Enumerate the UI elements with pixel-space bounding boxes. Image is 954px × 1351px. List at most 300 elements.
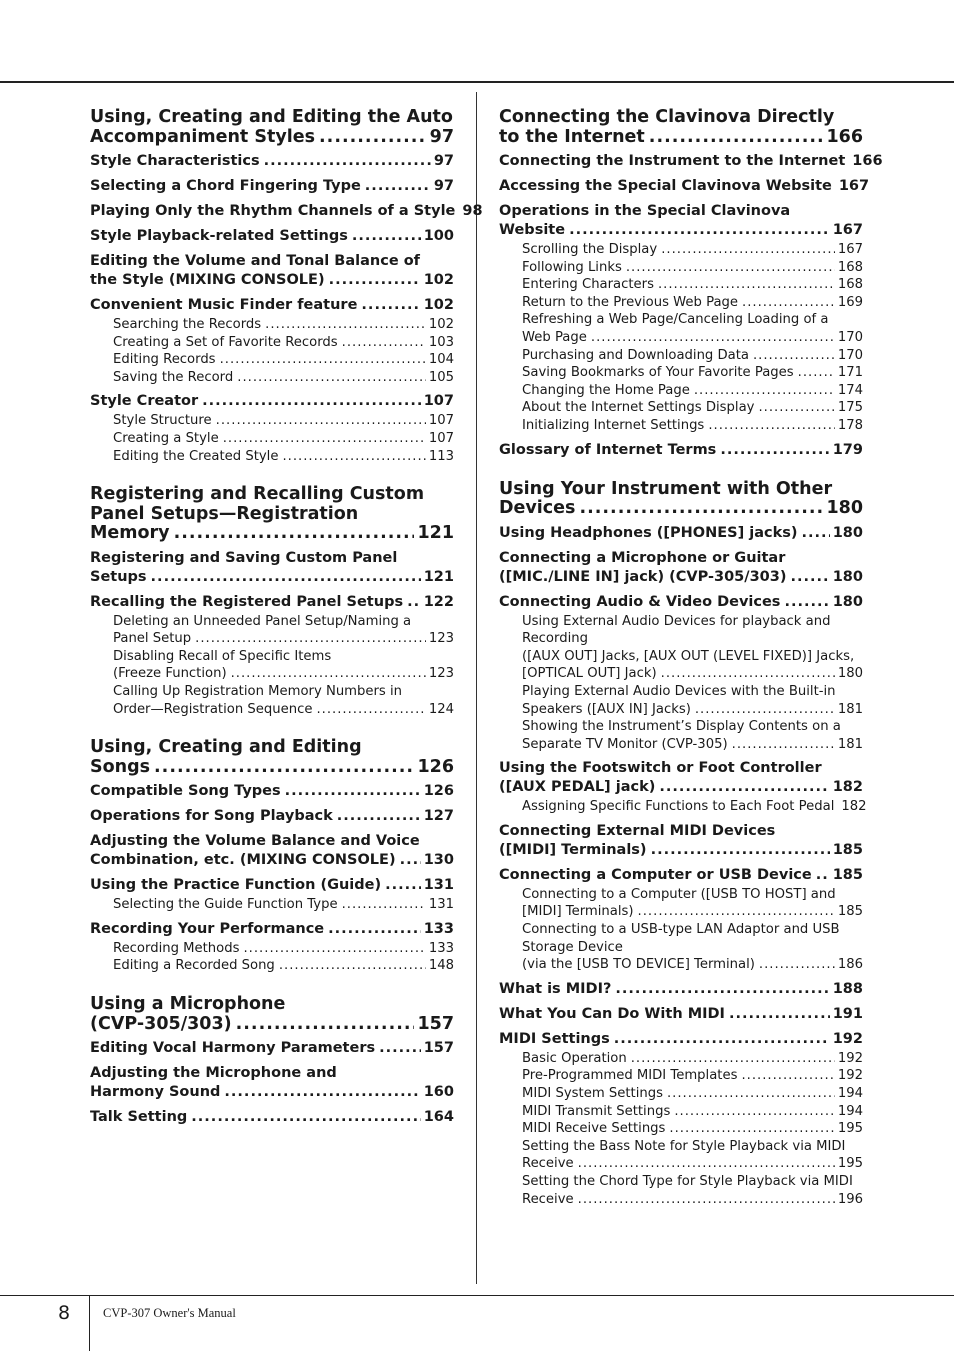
subsection-entry-text: Refreshing a Web Page/Canceling Loading of a [522,312,829,328]
subsection-entry-text: Calling Up Registration Memory Numbers in [113,684,403,700]
dot-leader [798,364,835,382]
section-entry-title: ([AUX PEDAL] jack) [499,779,656,796]
subsection-entry-text: Showing the Instrument’s Display Contents on a [522,719,841,735]
section-entry[interactable] [90,876,454,895]
subsection-entry-page: 175 [837,400,863,416]
dot-leader [265,316,426,334]
subsection-entry-page: 194 [837,1086,863,1102]
subsection-entry-page: 107 [428,430,454,446]
subsection-entry-page: 185 [837,904,863,920]
subsection-entry-title: MIDI Receive Settings [522,1121,666,1137]
section-entry[interactable] [90,152,454,171]
section-entry[interactable] [90,807,454,826]
section-entry-text: Registering and Saving Custom Panel [90,549,398,566]
dot-leader [578,1191,835,1209]
chapter-entry-text: Panel Setups—Registration [90,503,359,524]
subsection-entry[interactable] [113,448,454,466]
dot-leader [615,980,829,999]
section-entry-title: Website [499,222,566,238]
footer-divider [89,1296,90,1351]
section-entry-text: Using the Footswitch or Foot Controller [499,760,822,777]
dot-leader [658,276,835,294]
column-divider [476,92,477,1284]
section-entry[interactable] [499,524,863,543]
subsection-entry[interactable] [522,1067,863,1085]
section-entry-title: Selecting a Chord Fingering Type [90,178,361,194]
subsection-entry-page: 104 [428,352,454,368]
subsection-entry-title: Order—Registration Sequence [113,701,313,717]
subsection-entry-title: Creating a Style [113,430,219,446]
section-entry[interactable] [499,822,863,860]
dot-leader [316,701,425,719]
section-entry-page: 191 [832,1005,863,1022]
chapter-entry[interactable] [90,485,454,544]
section-entry[interactable] [499,866,863,885]
subsection-entry-text: Disabling Recall of Specific Items [113,648,332,664]
subsection-entry[interactable] [522,259,863,277]
section-entry-title: What You Can Do With MIDI [499,1005,725,1022]
subsection-entry[interactable] [113,613,454,648]
subsection-entry[interactable] [522,364,863,382]
dot-leader [659,778,829,797]
section-entry-title: Editing Vocal Harmony Parameters [90,1040,376,1056]
section-entry-title: Convenient Music Finder feature [90,297,358,313]
toc-right-column [499,107,883,1208]
section-entry-title: Style Characteristics [90,153,260,169]
section-entry-title: Talk Setting [90,1109,188,1125]
section-entry-title: Playing Only the Rhythm Channels of a Style [90,203,456,219]
dot-leader [674,1103,835,1121]
section-entry-page: 100 [423,228,454,244]
section-entry-page: 167 [838,178,870,194]
subsection-entry-title: [MIDI] Terminals) [522,904,634,920]
chapter-entry-text: Using Your Instrument with Other [499,478,833,499]
dot-leader [759,956,835,974]
chapter-entry-text: Using a Microphone [90,994,286,1014]
subsection-entry-title: Recording Methods [113,940,240,956]
dot-leader [661,241,835,259]
subsection-entry-page: 181 [837,701,863,717]
dot-leader [569,221,830,240]
section-entry[interactable] [499,980,863,999]
subsection-entry-title: Assigning Specific Functions to Each Foot Pedal [522,799,835,815]
section-entry-page: 185 [832,866,863,883]
subsection-entry[interactable] [522,382,863,400]
section-entry-title: Using Headphones ([PHONES] jacks) [499,524,798,541]
chapter-entry-title: (CVP-305/303) [90,1013,232,1034]
chapter-entry-page: 126 [417,756,454,777]
subsection-entry-text: Using External Audio Devices for playback and [522,613,831,629]
subsection-entry-title: Editing the Created Style [113,448,279,464]
subsection-entry-title: MIDI Transmit Settings [522,1103,671,1119]
dot-leader [626,259,835,277]
section-entry[interactable] [90,177,454,196]
subsection-entry-title: Scrolling the Display [522,242,658,257]
subsection-entry-text: Setting the Chord Type for Style Playback via MIDI [522,1174,853,1189]
subsection-entry-page: 181 [837,736,863,752]
section-entry-title: Accessing the Special Clavinova Website [499,178,832,194]
chapter-entry[interactable] [90,738,454,777]
dot-leader [638,903,835,921]
subsection-entry[interactable] [522,1103,863,1121]
subsection-entry-page: 105 [428,369,454,385]
section-entry[interactable] [499,1030,863,1049]
subsection-entry[interactable] [113,648,454,683]
subsection-entry-title: Receive [522,1191,574,1207]
subsection-entry[interactable] [113,334,454,352]
subsection-entry[interactable] [113,412,454,430]
subsection-entry[interactable] [522,311,863,346]
section-entry[interactable] [499,549,863,587]
dot-leader [385,876,421,895]
section-entry[interactable] [90,392,454,411]
section-entry-title: ([MIC./LINE IN] jack) (CVP-305/303) [499,568,787,585]
section-entry-title: Recalling the Registered Panel Setups [90,593,404,610]
section-entry-page: 166 [852,153,883,169]
manual-title: CVP-307 Owner's Manual [103,1306,236,1320]
dot-leader [695,701,835,719]
dot-leader [708,417,835,435]
subsection-entry[interactable] [522,276,863,294]
subsection-entry-page: 174 [837,382,863,398]
dot-leader [365,177,431,196]
dot-leader [361,296,420,315]
dot-leader [802,524,830,543]
section-entry[interactable] [499,177,870,196]
section-entry[interactable] [90,549,454,587]
chapter-entry-page: 121 [417,523,454,544]
subsection-entry[interactable] [522,241,863,259]
chapter-entry-page: 97 [429,126,454,147]
chapter-entry[interactable] [90,108,454,147]
section-entry[interactable] [90,202,483,221]
subsection-entry-page: 192 [837,1050,863,1066]
section-entry-title: Combination, etc. (MIXING CONSOLE) [90,852,396,869]
dot-leader [174,524,415,544]
dot-leader [154,758,414,778]
dot-leader [342,334,426,352]
section-entry-page: 180 [832,568,863,585]
section-entry-title: Operations for Song Playback [90,808,333,825]
subsection-entry[interactable] [522,613,863,683]
dot-leader [285,782,421,801]
subsection-entry-title: Following Links [522,259,622,275]
section-entry-page: 127 [423,808,454,825]
dot-leader [790,568,829,587]
section-entry-page: 179 [832,441,863,458]
subsection-entry-text: Recording [522,631,588,647]
dot-leader [202,392,421,411]
chapter-entry-text: Using, Creating and Editing [90,737,362,758]
subsection-entry-page: 192 [837,1068,863,1084]
section-entry-title: Recording Your Performance [90,920,325,937]
section-entry[interactable] [499,1005,863,1024]
section-entry-text: Operations in the Special Clavinova [499,203,791,219]
dot-leader [741,1067,834,1085]
section-entry[interactable] [90,920,454,939]
subsection-entry-page: 131 [428,897,454,913]
subsection-entry-title: Speakers ([AUX IN] Jacks) [522,701,691,717]
section-entry[interactable] [499,152,883,171]
section-entry-page: 130 [423,852,454,869]
dot-leader [279,957,426,975]
subsection-entry-title: Selecting the Guide Function Type [113,897,338,913]
chapter-entry-text: Connecting the Clavinova Directly [499,107,835,127]
subsection-entry-page: 195 [837,1121,863,1137]
dot-leader [649,128,824,148]
dot-leader [224,1083,420,1102]
dot-leader [237,369,426,387]
section-entry-title: Glossary of Internet Terms [499,441,717,458]
section-entry-text: Adjusting the Volume Balance and Voice [90,833,420,850]
section-entry[interactable] [90,296,454,315]
subsection-entry-title: Return to the Previous Web Page [522,294,739,310]
section-entry-title: the Style (MIXING CONSOLE) [90,272,325,288]
subsection-entry-page: 171 [837,365,863,381]
subsection-entry-text: Deleting an Unneeded Panel Setup/Naming a [113,613,412,629]
subsection-entry-page: 169 [837,294,863,310]
section-entry[interactable] [90,832,454,870]
dot-leader [661,665,835,683]
section-entry-page: 192 [832,1030,863,1047]
dot-leader [614,1030,830,1049]
dot-leader [742,294,835,312]
section-entry-text: Adjusting the Microphone and [90,1065,337,1081]
subsection-entry-page: 178 [837,417,863,433]
footer-rule [0,1295,954,1296]
section-entry-page: 107 [423,393,454,410]
dot-leader [816,866,830,885]
subsection-entry-title: Separate TV Monitor (CVP-305) [522,736,728,752]
subsection-entry[interactable] [522,718,863,753]
section-entry[interactable] [499,441,863,460]
section-entry-page: 182 [832,779,863,796]
section-entry-page: 180 [832,524,863,541]
subsection-entry-page: 170 [837,347,863,363]
subsection-entry-page: 194 [837,1103,863,1119]
subsection-entry[interactable] [113,430,454,448]
dot-leader [319,128,427,148]
section-entry-text: Connecting a Microphone or Guitar [499,549,786,566]
dot-leader [732,736,835,754]
subsection-entry[interactable] [522,1085,863,1103]
dot-leader [231,665,426,683]
dot-leader [328,920,421,939]
dot-leader [720,441,829,460]
subsection-entry-page: 168 [837,277,863,293]
chapter-entry-page: 180 [826,498,863,519]
dot-leader [220,351,426,369]
section-entry-title: Connecting the Instrument to the Internet [499,153,846,169]
section-entry-page: 185 [832,841,863,858]
dot-leader [352,227,421,246]
subsection-entry-page: 123 [428,666,454,682]
section-entry-page: 97 [433,178,454,194]
dot-leader [264,152,431,171]
section-entry-page: 102 [423,272,454,288]
section-entry-title: What is MIDI? [499,980,612,997]
subsection-entry[interactable] [113,351,454,369]
section-entry-text: Connecting External MIDI Devices [499,822,776,839]
section-entry[interactable] [90,782,454,801]
dot-leader [631,1050,835,1068]
section-entry-page: 167 [832,222,863,238]
dot-leader [379,1039,421,1058]
dot-leader [753,347,835,365]
subsection-entry[interactable] [113,316,454,334]
section-entry[interactable] [90,1064,454,1102]
dot-leader [694,382,835,400]
dot-leader [195,630,426,648]
dot-leader [651,841,830,860]
section-entry-page: 126 [423,783,454,800]
dot-leader [729,1005,830,1024]
dot-leader [216,412,426,430]
subsection-entry-title: About the Internet Settings Display [522,400,755,416]
subsection-entry-title: Web Page [522,329,587,345]
subsection-entry-title: Saving Bookmarks of Your Favorite Pages [522,365,794,381]
subsection-entry[interactable] [113,369,454,387]
subsection-entry-page: 196 [837,1191,863,1207]
subsection-entry[interactable] [522,417,863,435]
subsection-entry[interactable] [113,940,454,958]
subsection-entry-title: Purchasing and Downloading Data [522,347,749,363]
subsection-entry[interactable] [522,347,863,365]
top-rule [0,81,954,83]
section-entry[interactable] [499,759,863,797]
subsection-entry-page: 102 [428,317,454,332]
subsection-entry-page: 180 [837,666,863,682]
subsection-entry[interactable] [522,886,863,921]
subsection-entry-page: 186 [837,957,863,973]
subsection-entry-page: 123 [428,631,454,647]
subsection-entry-title: Initializing Internet Settings [522,417,705,433]
subsection-entry-page: 182 [841,799,867,815]
section-entry-page: 164 [423,1109,454,1125]
section-entry[interactable] [90,1108,454,1127]
subsection-entry-page: 124 [428,701,454,717]
dot-leader [243,940,425,958]
section-entry-title: Using the Practice Function (Guide) [90,877,382,894]
chapter-entry-title: to the Internet [499,126,645,147]
dot-leader [236,1015,415,1035]
chapter-entry[interactable] [90,995,454,1034]
subsection-entry[interactable] [522,294,863,312]
subsection-entry-title: Basic Operation [522,1050,627,1066]
section-entry-title: Style Playback-related Settings [90,228,348,244]
section-entry[interactable] [90,1039,454,1058]
section-entry-page: 180 [832,593,863,610]
section-entry[interactable] [90,227,454,246]
dot-leader [337,807,421,826]
subsection-entry-title: Saving the Record [113,369,234,385]
section-entry-title: Connecting Audio & Video Devices [499,593,781,610]
subsection-entry[interactable] [522,1120,863,1138]
section-entry-page: 157 [423,1040,454,1056]
subsection-entry[interactable] [522,1173,863,1208]
dot-leader [191,1108,420,1127]
chapter-entry-page: 166 [826,126,863,147]
chapter-entry-title: Devices [499,498,576,519]
subsection-entry[interactable] [522,921,863,974]
subsection-entry-text: Setting the Bass Note for Style Playback via MIDI [522,1138,846,1154]
section-entry-title: ([MIDI] Terminals) [499,841,647,858]
subsection-entry-title: Editing Records [113,352,216,368]
subsection-entry[interactable] [522,683,863,718]
dot-leader [579,499,823,519]
subsection-entry-text: Connecting to a Computer ([USB TO HOST] and [522,886,836,902]
section-entry-page: 122 [423,593,454,610]
section-entry-title: Style Creator [90,393,199,410]
subsection-entry-text: ([AUX OUT] Jacks, [AUX OUT (LEVEL FIXED)] Jacks, [522,648,855,664]
subsection-entry[interactable] [522,798,867,816]
section-entry[interactable] [499,202,863,240]
subsection-entry-title: Entering Characters [522,277,654,293]
section-entry-title: MIDI Settings [499,1030,610,1047]
chapter-entry-title: Accompaniment Styles [90,126,316,147]
subsection-entry-text: Storage Device [522,939,623,955]
subsection-entry[interactable] [522,399,863,417]
section-entry-page: 133 [423,920,454,937]
section-entry-page: 160 [423,1084,454,1100]
subsection-entry[interactable] [522,1050,863,1068]
subsection-entry-title: Style Structure [113,413,212,429]
dot-leader [667,1085,835,1103]
subsection-entry-page: 170 [837,329,863,345]
section-entry[interactable] [90,252,454,290]
subsection-entry[interactable] [113,957,454,975]
dot-leader [329,271,421,290]
subsection-entry-title: Editing a Recorded Song [113,958,275,974]
dot-leader [669,1120,834,1138]
dot-leader [342,896,426,914]
subsection-entry-title: Searching the Records [113,317,262,332]
section-entry[interactable] [90,593,454,612]
subsection-entry-title: Panel Setup [113,631,192,647]
section-entry-title: Setups [90,568,147,585]
subsection-entry-page: 168 [837,259,863,275]
dot-leader [758,399,834,417]
dot-leader [578,1155,835,1173]
section-entry-text: Editing the Volume and Tonal Balance of [90,253,420,269]
chapter-entry-text: Using, Creating and Editing the Auto [90,107,453,127]
subsection-entry-text: Connecting to a USB-type LAN Adaptor and USB [522,922,840,938]
subsection-entry-page: 195 [837,1156,863,1172]
dot-leader [223,430,426,448]
subsection-entry-title: Changing the Home Page [522,382,690,398]
section-entry-title: Compatible Song Types [90,783,281,800]
section-entry-page: 97 [433,153,454,169]
dot-leader [151,568,421,587]
subsection-entry[interactable] [113,896,454,914]
section-entry-page: 131 [423,877,454,894]
section-entry-page: 121 [423,568,454,585]
chapter-entry[interactable] [499,108,863,147]
subsection-entry-page: 103 [428,334,454,350]
subsection-entry[interactable] [522,1138,863,1173]
toc-left-column [90,107,483,1127]
chapter-entry[interactable] [499,480,863,519]
section-entry-page: 188 [832,980,863,997]
section-entry-page: 98 [462,203,483,219]
chapter-entry-title: Songs [90,756,151,777]
dot-leader [282,448,425,466]
section-entry[interactable] [499,593,863,612]
subsection-entry-title: Receive [522,1156,574,1172]
subsection-entry[interactable] [113,683,454,718]
subsection-entry-title: Creating a Set of Favorite Records [113,334,338,350]
subsection-entry-page: 113 [428,448,454,464]
